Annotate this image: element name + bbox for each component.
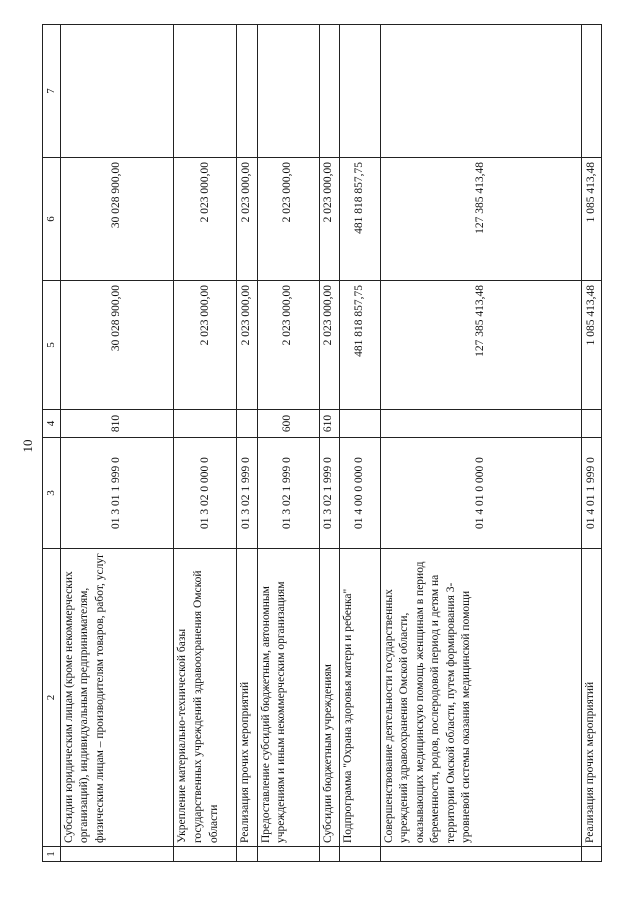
col7-cell [380, 25, 581, 158]
name-cell: Совершенствование деятельности государственных учреждений здравоохранения Омской области, оказывающих медицинскую помощь женщинам в период беременности, родов, послеродовой период и детям на территории Омской области, путем формирования 3-уровневой системы оказания медицинской помощи [380, 549, 581, 847]
row-number-cell [174, 847, 237, 862]
code-cell: 01 3 02 1 999 0 [319, 438, 339, 549]
header-col-5: 5 [43, 281, 61, 410]
code-cell: 01 4 01 0 000 0 [380, 438, 581, 549]
sum-col6-cell: 30 028 900,00 [60, 158, 174, 281]
name-cell: Реализация прочих мероприятий [237, 549, 257, 847]
sum-col5-cell: 127 385 413,48 [380, 281, 581, 410]
code-cell: 01 3 02 1 999 0 [237, 438, 257, 549]
col7-cell [339, 25, 380, 158]
table-container [42, 25, 602, 862]
header-col-1: 1 [43, 847, 61, 862]
row-number-cell [60, 847, 174, 862]
table-row [339, 25, 380, 862]
sum-col5-cell: 30 028 900,00 [60, 281, 174, 410]
code-cell: 01 3 01 1 999 0 [60, 438, 174, 549]
type-cell: 610 [319, 410, 339, 438]
name-cell: Субсидии бюджетным учреждениям [319, 549, 339, 847]
name-cell: Предоставление субсидий бюджетным, автономным учреждениям и иным некоммерческим организациям [257, 549, 319, 847]
row-number-cell [339, 847, 380, 862]
sum-col5-cell: 2 023 000,00 [257, 281, 319, 410]
sum-col6-cell: 127 385 413,48 [380, 158, 581, 281]
sum-col5-cell: 2 023 000,00 [174, 281, 237, 410]
row-number-cell [257, 847, 319, 862]
name-cell: Реализация прочих мероприятий [581, 549, 601, 847]
row-number-cell [380, 847, 581, 862]
row-number-cell [581, 847, 601, 862]
type-cell: 600 [257, 410, 319, 438]
page-number: 10 [20, 439, 35, 453]
type-cell [237, 410, 257, 438]
header-col-6: 6 [43, 158, 61, 281]
sum-col5-cell: 2 023 000,00 [319, 281, 339, 410]
col7-cell [237, 25, 257, 158]
table-row [319, 25, 339, 862]
sum-col5-cell: 1 085 413,48 [581, 281, 601, 410]
name-cell: Субсидии юридическим лицам (кроме некоммерческих организаций), индивидуальным предпринимателям, физическим лицам – производителям товаров, работ, услуг [60, 549, 174, 847]
sum-col5-cell: 481 818 857,75 [339, 281, 380, 410]
header-col-4: 4 [43, 410, 61, 438]
name-cell: Укрепление материально-технической базы государственных учреждений здравоохранения Омской области [174, 549, 237, 847]
sum-col6-cell: 1 085 413,48 [581, 158, 601, 281]
table-row [581, 25, 601, 862]
table-row [380, 25, 581, 862]
sum-col6-cell: 2 023 000,00 [174, 158, 237, 281]
row-number-cell [237, 847, 257, 862]
budget-table [42, 24, 602, 862]
col7-cell [319, 25, 339, 158]
type-cell [380, 410, 581, 438]
type-cell: 810 [60, 410, 174, 438]
table-row [237, 25, 257, 862]
rotated-table-frame [42, 25, 602, 862]
code-cell: 01 4 01 1 999 0 [581, 438, 601, 549]
table-row [174, 25, 237, 862]
type-cell [581, 410, 601, 438]
sum-col5-cell: 2 023 000,00 [237, 281, 257, 410]
header-col-3: 3 [43, 438, 61, 549]
header-col-7: 7 [43, 25, 61, 158]
code-cell: 01 4 00 0 000 0 [339, 438, 380, 549]
code-cell: 01 3 02 1 999 0 [257, 438, 319, 549]
type-cell [174, 410, 237, 438]
col7-cell [174, 25, 237, 158]
table-row [257, 25, 319, 862]
sum-col6-cell: 2 023 000,00 [237, 158, 257, 281]
sum-col6-cell: 2 023 000,00 [319, 158, 339, 281]
code-cell: 01 3 02 0 000 0 [174, 438, 237, 549]
header-col-2: 2 [43, 549, 61, 847]
name-cell: Подпрограмма "Охрана здоровья матери и ребенка" [339, 549, 380, 847]
row-number-cell [319, 847, 339, 862]
sum-col6-cell: 481 818 857,75 [339, 158, 380, 281]
col7-cell [581, 25, 601, 158]
type-cell [339, 410, 380, 438]
col7-cell [60, 25, 174, 158]
header-row [43, 25, 61, 862]
sum-col6-cell: 2 023 000,00 [257, 158, 319, 281]
col7-cell [257, 25, 319, 158]
table-row [60, 25, 174, 862]
